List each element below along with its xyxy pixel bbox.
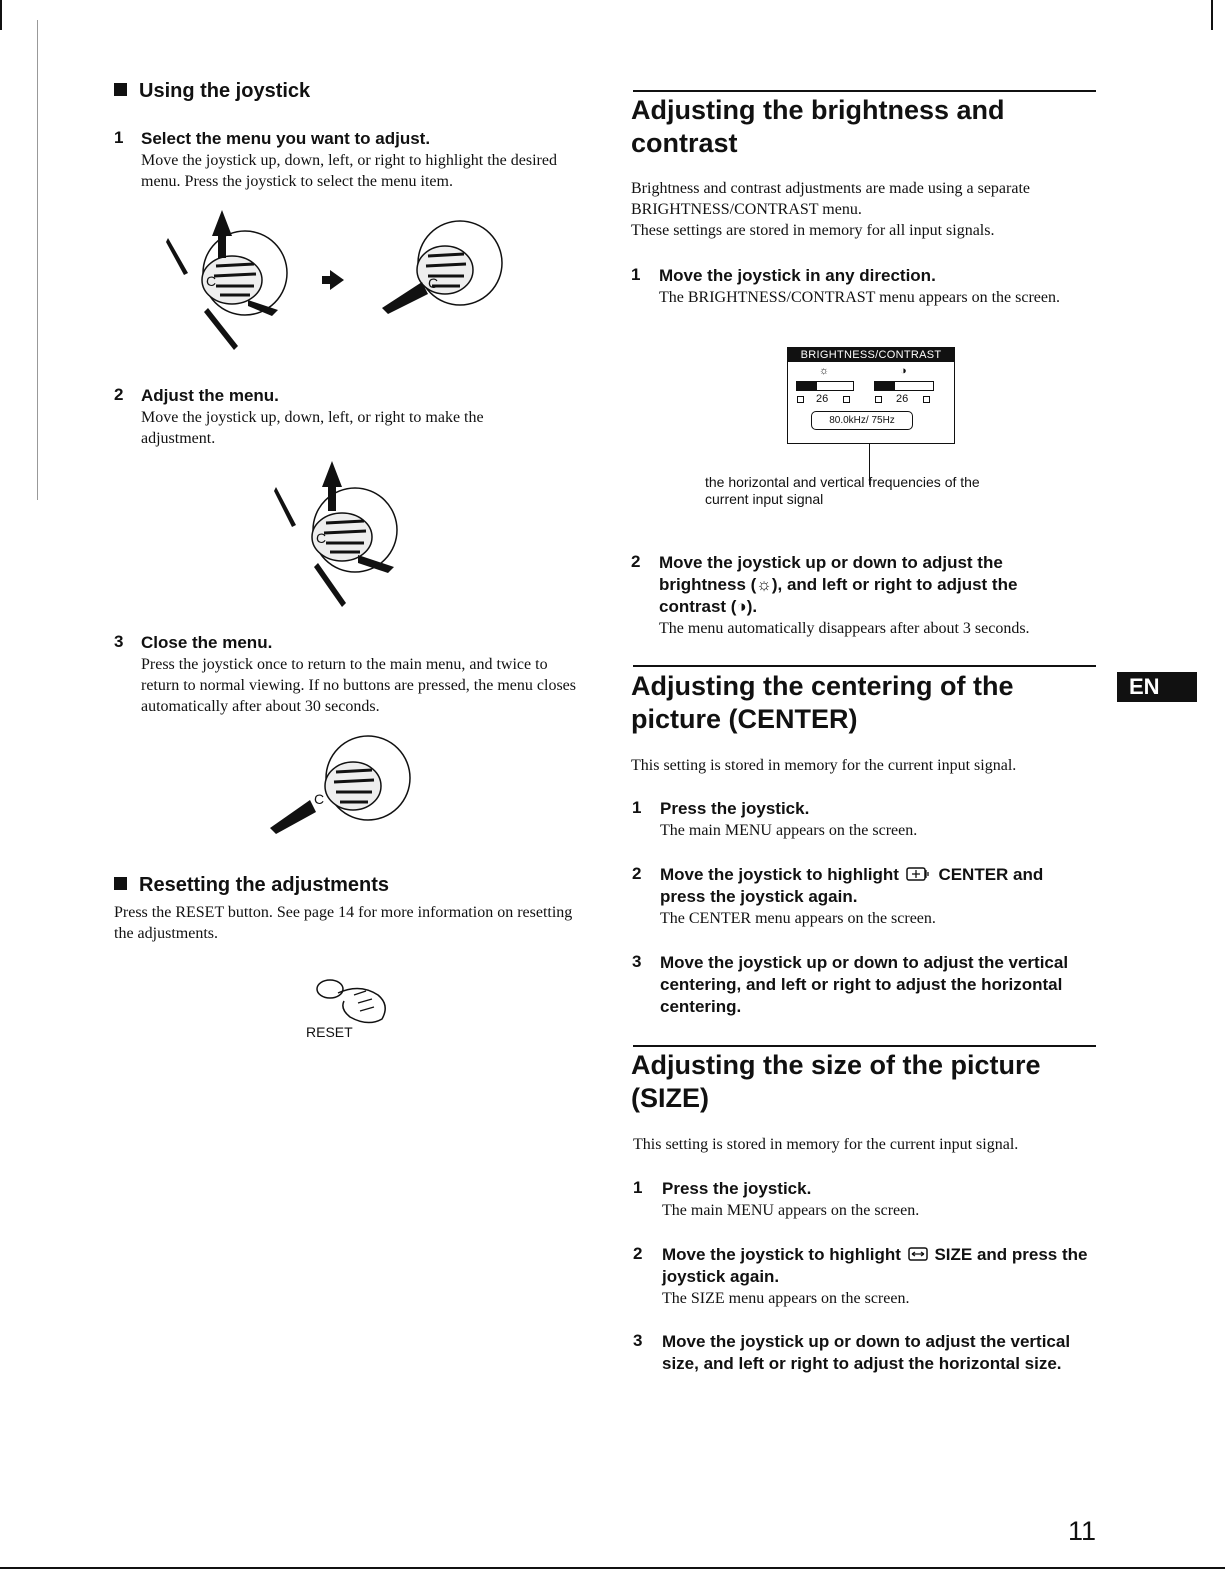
bullet-square-icon: [114, 877, 127, 890]
step-body: The BRIGHTNESS/CONTRAST menu appears on the screen.: [659, 289, 1060, 306]
step-body: The main MENU appears on the screen.: [660, 822, 918, 839]
plus-icon: [843, 396, 850, 403]
section-rule: [633, 665, 1096, 667]
brightness-step-2: [659, 552, 1059, 639]
size-step-2: [662, 1244, 1102, 1309]
brightness-step-1: [659, 265, 1079, 308]
step-title: Move the joystick up or down to adjust the brightness (☼), and left or right to adjust the contrast (◑).: [659, 553, 1018, 616]
step-number: 2: [114, 385, 124, 404]
step-title: Move the joystick to highlight SIZE and press the joystick again.: [662, 1245, 1088, 1286]
minus-icon: [797, 396, 804, 403]
svg-text:C: C: [428, 275, 439, 291]
center-icon: [906, 866, 932, 882]
step-title: Adjust the menu.: [141, 386, 279, 405]
joystick-press-illustration: [268, 730, 428, 840]
arrow-left-icon: [166, 238, 188, 275]
step-number: 2: [632, 864, 642, 883]
center-intro: This setting is stored in memory for the current input signal.: [631, 757, 1017, 774]
step-title: Press the joystick.: [662, 1179, 812, 1198]
step-body: Press the joystick once to return to the main menu, and twice to return to normal viewing. If no buttons are pressed, the menu closes automatically after about 30 seconds.: [141, 656, 576, 715]
brightness-bar: [796, 381, 854, 391]
svg-text:C: C: [316, 530, 327, 546]
step-title: Move the joystick to highlight CENTER and press the joystick again.: [660, 865, 1044, 906]
reset-body: Press the RESET button. See page 14 for more information on resetting the adjustments.: [114, 904, 573, 942]
brightness-value: 26: [816, 393, 829, 405]
contrast-bar: [874, 381, 934, 391]
size-intro: This setting is stored in memory for the current input signal.: [633, 1136, 1019, 1153]
frequency-readout: 80.0kHz/ 75Hz: [811, 411, 913, 430]
brightness-heading: Adjusting the brightness and contrast: [631, 95, 1005, 158]
section-rule: [633, 1045, 1096, 1047]
step-title: Move the joystick in any direction.: [659, 266, 936, 285]
plus-icon: [923, 396, 930, 403]
step-body: Move the joystick up, down, left, or right to make the adjustment.: [141, 409, 484, 447]
scan-edge-right: [1211, 0, 1213, 30]
step-number: 3: [114, 632, 124, 651]
contrast-value: 26: [896, 393, 909, 405]
joystick-heading: Using the joystick: [114, 80, 310, 103]
section-rule: [633, 90, 1096, 92]
step-1: [141, 128, 571, 192]
osd-title: BRIGHTNESS/CONTRAST: [788, 348, 954, 362]
reset-heading: Resetting the adjustments: [114, 874, 389, 897]
joystick-adjust-illustration: [270, 455, 420, 615]
size-heading: Adjusting the size of the picture (SIZE): [631, 1050, 1041, 1113]
step-body: The CENTER menu appears on the screen.: [660, 910, 936, 927]
bullet-square-icon: [114, 83, 127, 96]
center-step-2: [660, 864, 1090, 929]
page-number: 11: [1068, 1516, 1097, 1546]
arrow-press-icon: [382, 282, 428, 314]
brightness-contrast-osd: [787, 347, 955, 444]
step-title: Press the joystick.: [660, 799, 810, 818]
size-step-1: [662, 1178, 1082, 1221]
step-body: The main MENU appears on the screen.: [662, 1202, 920, 1219]
step-title: Select the menu you want to adjust.: [141, 129, 431, 148]
size-step-3: Move the joystick up or down to adjust the vertical size, and left or right to adjust the horizontal size.: [662, 1332, 1071, 1373]
step-body: The SIZE menu appears on the screen.: [662, 1290, 910, 1307]
size-icon: [908, 1246, 928, 1262]
contrast-small-icon: ◑: [900, 365, 907, 377]
step-number: 3: [633, 1331, 643, 1350]
brightness-bar-fill: [797, 382, 817, 390]
step-number: 1: [631, 265, 641, 284]
language-tab-en: EN: [1117, 672, 1197, 702]
step-number: 2: [631, 552, 641, 571]
joystick-icon: [312, 488, 397, 572]
arrow-next-icon: [322, 270, 344, 290]
brightness-small-icon: ☼: [819, 365, 830, 377]
center-heading: Adjusting the centering of the picture (CENTER): [631, 671, 1014, 734]
svg-text:C: C: [314, 791, 325, 807]
osd-caption: the horizontal and vertical frequencies of the current input signal: [705, 474, 980, 507]
arrow-right-icon: [358, 555, 394, 573]
scan-edge-line: [37, 20, 38, 500]
arrow-up-icon: [322, 461, 342, 511]
arrow-left-icon: [274, 487, 296, 527]
center-step-1: [660, 798, 1080, 841]
step-title: Close the menu.: [141, 633, 273, 652]
step-number: 1: [632, 798, 642, 817]
contrast-bar-fill: [875, 382, 895, 390]
step-2: [141, 385, 541, 449]
joystick-icon: [202, 231, 287, 315]
step-number: 2: [633, 1244, 643, 1263]
arrow-press-icon: [270, 800, 316, 834]
step-body: The menu automatically disappears after about 3 seconds.: [659, 620, 1030, 637]
arrow-down-icon: [204, 308, 238, 350]
brightness-intro: Brightness and contrast adjustments are made using a separate BRIGHTNESS/CONTRAST menu. These settings are stored in memory for all input signals.: [631, 180, 1030, 239]
joystick-icon: [314, 736, 410, 820]
step-3: [141, 632, 581, 717]
svg-text:C: C: [206, 273, 217, 289]
reset-button-label: RESET: [306, 1024, 353, 1040]
step-number: 1: [114, 128, 124, 147]
minus-icon: [875, 396, 882, 403]
scan-bottom-rule: [0, 1567, 1225, 1569]
step-number: 3: [632, 952, 642, 971]
center-step-3: Move the joystick up or down to adjust the vertical centering, and left or right to adjust the horizontal centering.: [660, 953, 1069, 1016]
arrow-up-icon: [212, 210, 232, 258]
step-body: Move the joystick up, down, left, or right to highlight the desired menu. Press the joystick to select the menu item.: [141, 152, 557, 190]
scan-edge-left: [0, 0, 2, 30]
step-number: 1: [633, 1178, 643, 1197]
joystick-icon: [417, 221, 502, 305]
joystick-move-illustration: [160, 198, 520, 358]
